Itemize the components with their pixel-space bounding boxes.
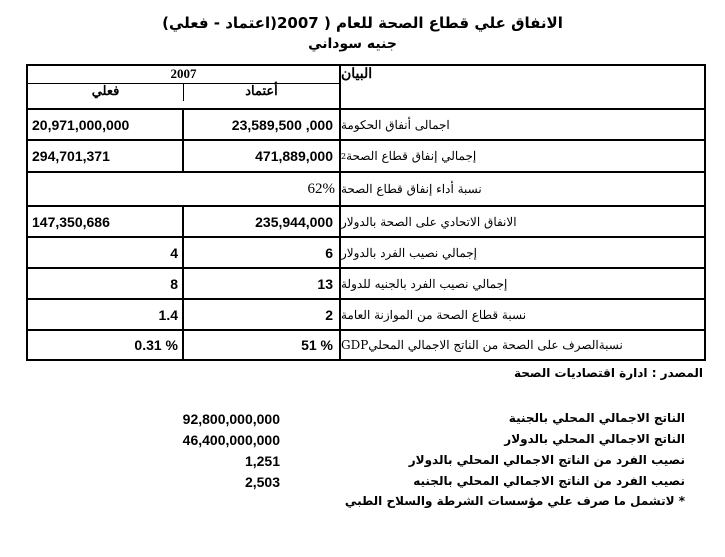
note-row [0,494,725,512]
actual-value: 4 [28,238,184,267]
note-label: نصيب الفرد من الناتج الاجمالي المحلي بالجنيه [413,474,685,488]
actual-value: 294,701,371 [28,141,184,171]
header-subcolumns [28,84,339,101]
approved-value: 471,889,000 [184,141,341,171]
actual-value: 0.31 % [28,331,184,359]
note-row [0,411,725,429]
approved-value: 2 [184,300,341,329]
approved-value: 235,944,000 [184,207,341,236]
actual-value: 20,971,000,000 [28,110,184,139]
table-row [28,110,704,141]
note-value: 46,400,000,000 [182,432,280,448]
health-spending-table [26,64,706,361]
header-year-block [28,66,341,108]
merged-value: 62% [28,173,341,205]
header-statement: البيان [341,66,373,82]
approved-value: 51 % [184,331,341,359]
row-label: نسبةالصرف على الصحة من الناتج الاجمالي المحليGDP [341,338,623,352]
actual-value: 8 [28,269,184,298]
table-header [28,66,704,110]
row-label: الانفاق الاتحادي على الصحة بالدولار [341,214,517,229]
table-row [28,141,704,173]
source-note: المصدر : ادارة اقتصاديات الصحة [513,366,703,380]
approved-value: 23,589,500 ,000 [184,110,341,139]
row-label: إجمالي نصيب الفرد بالجنيه للدولة [341,276,508,291]
note-value: 2,503 [244,474,280,490]
table-row [28,269,704,300]
row-label: اجمالى أنفاق الحكومة [341,117,450,132]
table-row [28,238,704,269]
approved-value: 13 [184,269,341,298]
actual-value: 147,350,686 [28,207,184,236]
table-row [28,331,704,359]
note-value: 1,251 [244,453,280,469]
header-actual: فعلي [28,84,184,101]
currency-subtitle: جنيه سوداني [308,36,397,52]
row-label: نسبة قطاع الصحة من الموازنة العامة [341,307,527,322]
row-label [341,141,704,171]
note-row [0,453,725,471]
table-row [28,300,704,331]
exclusion-note: * لاتشمل ما صرف علي مؤسسات الشرطة والسلاح الطبي [344,494,685,508]
row-label: نسبة أداء إنفاق قطاع الصحة [341,182,482,196]
page-title: الانفاق علي قطاع الصحة للعام ( 2007(اعتماد - فعلي) [162,14,563,32]
note-row [0,432,725,450]
note-label: الناتج الاجمالي المحلي بالجنية [508,411,685,425]
approved-value: 6 [184,238,341,267]
actual-value: 1.4 [28,300,184,329]
row-label-text: إجمالي إنفاق قطاع الصحة [346,149,477,163]
table-row [28,207,704,238]
note-label: نصيب الفرد من الناتج الاجمالي المحلي بالدولار [408,453,685,467]
row-label: إجمالي نصيب الفرد بالدولار [341,245,478,260]
footnote-marker: 2 [341,151,347,161]
header-approved: أعتماد [245,84,278,99]
note-row [0,474,725,492]
header-year: 2007 [28,66,339,84]
note-value: 92,800,000,000 [182,411,280,427]
note-label: الناتج الاجمالي المحلي بالدولار [504,432,685,446]
table-row [28,173,704,207]
